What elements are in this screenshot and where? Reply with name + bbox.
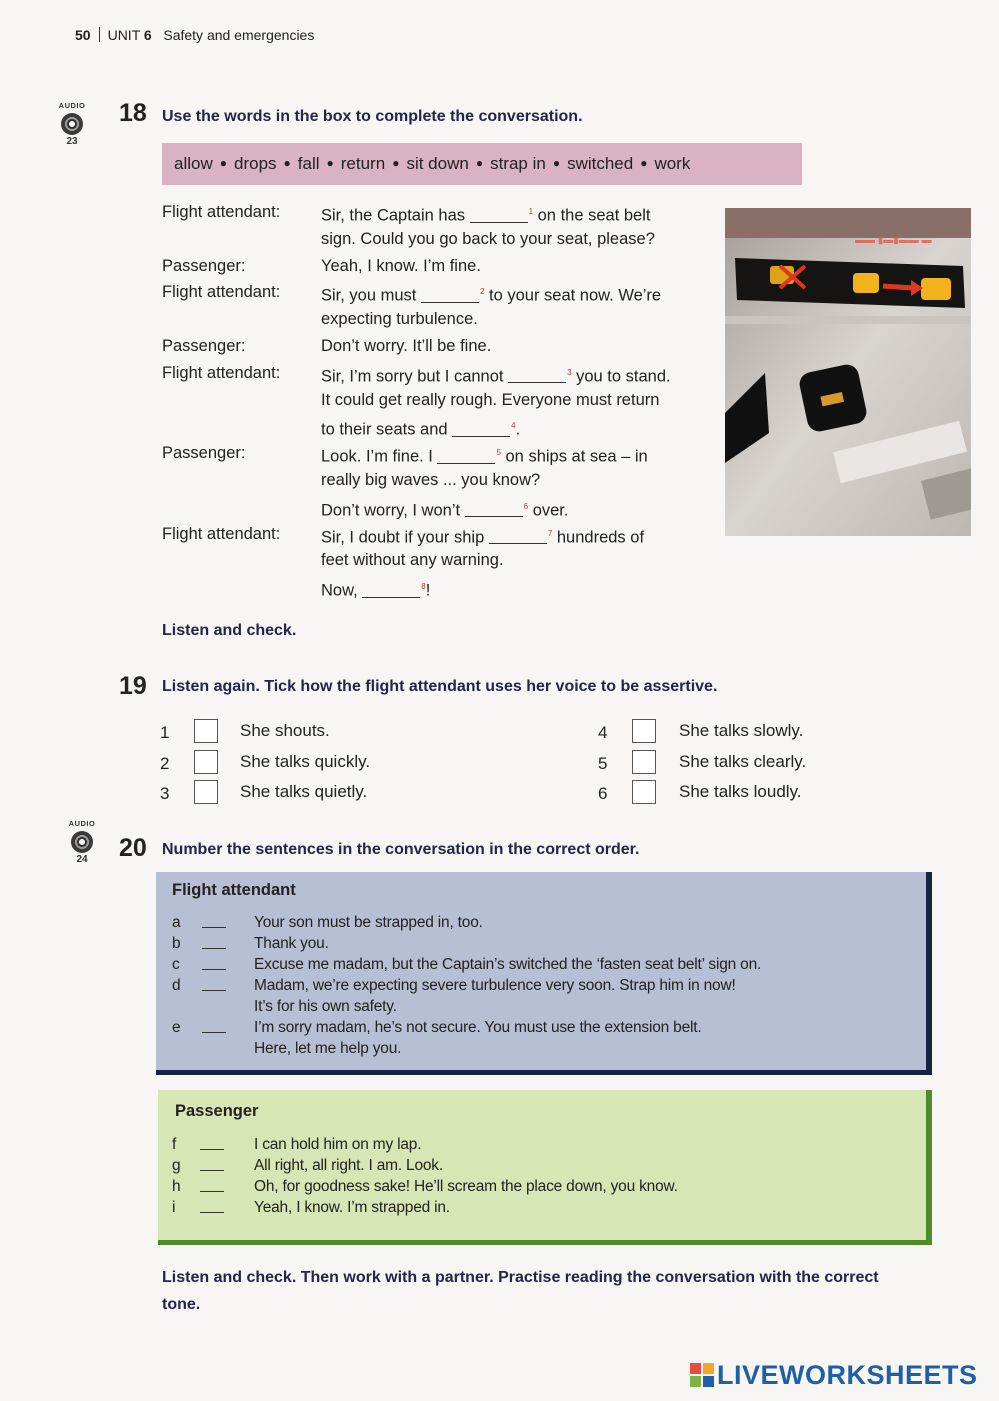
bullet-separator: ● — [326, 156, 334, 170]
dialogue-text: on ships at sea – in — [500, 447, 648, 466]
blank-number: 8 — [421, 582, 426, 592]
blank-number: 6 — [523, 501, 529, 511]
tick-option-label: She talks clearly. — [679, 752, 807, 771]
dialogue-text: on the seat belt — [533, 206, 651, 225]
audio-track-24[interactable] — [62, 819, 102, 865]
tick-checkbox[interactable] — [632, 750, 656, 774]
sentence-text: Thank you. — [254, 935, 329, 952]
audio-label: AUDIO — [58, 101, 86, 110]
audio-disc-icon[interactable] — [61, 113, 83, 135]
word-box-word: switched — [567, 154, 634, 173]
blank-number: 7 — [547, 528, 553, 538]
blank-number: 2 — [479, 287, 485, 297]
dialogue-text: Sir, the Captain has — [321, 206, 470, 225]
tick-option-label: She shouts. — [240, 721, 330, 740]
sentence-letter: g — [172, 1157, 181, 1174]
dialogue-text: Sir, you must — [321, 286, 421, 305]
blank-number: 5 — [496, 448, 501, 458]
answer-blank-5[interactable] — [437, 449, 495, 464]
dialogue-speaker: Flight attendant: — [162, 524, 281, 543]
dialogue-speaker: Passenger: — [162, 256, 246, 275]
dialogue-text: . — [515, 420, 521, 439]
sentence-letter: f — [172, 1136, 177, 1153]
dialogue-line — [321, 199, 716, 229]
dialogue-line — [321, 306, 716, 333]
passenger-box — [158, 1090, 932, 1245]
exercise-20-number: 20 — [119, 834, 147, 862]
tick-option-number: 6 — [598, 784, 608, 803]
sentence-letter: c — [172, 956, 180, 973]
exercise-20-instruction: Number the sentences in the conversation in the correct order. — [162, 841, 640, 858]
audio-track-number: 24 — [76, 854, 88, 865]
sentence-letter: i — [172, 1199, 176, 1216]
dialogue-line — [321, 226, 716, 253]
dialogue-line — [321, 333, 716, 360]
svg-text:▬▬ ▮▬▮▬▬ ▬: ▬▬ ▮▬▮▬▬ ▬ — [855, 235, 932, 246]
order-number-blank[interactable] — [200, 1134, 224, 1150]
word-box-word: fall — [297, 154, 320, 173]
passenger-title: Passenger — [175, 1102, 259, 1120]
order-number-blank[interactable] — [202, 1017, 226, 1033]
dialogue-line — [321, 279, 716, 309]
sentence-text: Here, let me help you. — [254, 1040, 402, 1057]
tick-option-label: She talks quietly. — [240, 782, 368, 801]
dialogue-text: to your seat now. We’re — [484, 286, 662, 305]
bullet-separator: ● — [552, 156, 561, 170]
tick-checkbox[interactable] — [632, 780, 656, 804]
answer-blank-3[interactable] — [508, 368, 566, 383]
dialogue-text: to their seats and — [321, 420, 453, 439]
dialogue-line — [321, 253, 716, 280]
blank-number: 3 — [567, 367, 572, 377]
word-list — [174, 154, 690, 174]
blank-number: 1 — [528, 207, 534, 216]
dialogue-line — [321, 547, 716, 574]
sentence-letter: a — [172, 914, 181, 931]
dialogue-text: expecting turbulence. — [321, 310, 478, 329]
tick-checkbox[interactable] — [194, 719, 218, 743]
dialogue-line — [321, 521, 716, 551]
tick-checkbox[interactable] — [632, 719, 656, 743]
dialogue-line — [321, 440, 716, 470]
exercise-18-listen-and-check: Listen and check. — [162, 622, 297, 639]
answer-blank-7[interactable] — [489, 529, 547, 544]
tick-checkbox[interactable] — [194, 750, 218, 774]
answer-blank-2[interactable] — [421, 288, 479, 303]
dialogue-line — [321, 467, 716, 494]
dialogue-text: Yeah, I know. I’m fine. — [321, 256, 481, 275]
word-box-word: work — [654, 154, 691, 173]
order-number-blank[interactable] — [202, 975, 226, 991]
word-box-word: strap in — [490, 154, 546, 173]
dialogue-text: Now, — [321, 581, 363, 600]
exercise-18-number: 18 — [119, 99, 147, 127]
sentence-letter: e — [172, 1019, 181, 1036]
answer-blank-4[interactable] — [452, 422, 510, 437]
dialogue-line — [321, 413, 716, 443]
flight-attendant-title: Flight attendant — [172, 881, 296, 899]
tick-option-number: 4 — [598, 723, 608, 742]
sentence-text: Excuse me madam, but the Captain’s switched the ‘fasten seat belt’ sign on. — [254, 956, 762, 973]
blank-number: 4 — [511, 421, 516, 431]
header-divider — [99, 27, 100, 42]
sentence-text: I’m sorry madam, he’s not secure. You must use the extension belt. — [254, 1019, 702, 1036]
tick-option-number: 5 — [598, 754, 608, 773]
order-number-blank[interactable] — [202, 954, 226, 970]
audio-label: AUDIO — [68, 819, 96, 828]
dialogue-text: you to stand. — [571, 367, 671, 386]
tick-option-number: 2 — [160, 754, 170, 773]
dialogue-text: really big waves ... you know? — [321, 471, 541, 489]
sentence-letter: b — [172, 935, 181, 952]
sentence-letter: h — [172, 1178, 181, 1195]
word-box-word: drops — [234, 154, 277, 173]
exercise-19-instruction: Listen again. Tick how the flight attendant uses her voice to be assertive. — [162, 678, 718, 695]
dialogue-speaker: Passenger: — [162, 337, 246, 355]
bullet-separator: ● — [640, 156, 648, 170]
sentence-text: Oh, for goodness sake! He’ll scream the place down, you know. — [254, 1178, 678, 1195]
dialogue-text: Don’t worry, I won’t — [321, 501, 465, 520]
order-number-blank[interactable] — [202, 912, 226, 928]
unit-title: Safety and emergencies — [163, 27, 315, 43]
audio-disc-icon[interactable] — [71, 831, 93, 853]
dialogue-text: over. — [528, 501, 569, 520]
answer-blank-6[interactable] — [465, 502, 523, 517]
dialogue-text: Don’t worry. It’ll be fine. — [321, 337, 492, 355]
audio-track-23[interactable] — [52, 101, 92, 147]
word-box-word: sit down — [406, 154, 469, 173]
page-number: 50 — [75, 27, 91, 43]
tick-option-label: She talks slowly. — [679, 721, 804, 740]
answer-blank-1[interactable] — [470, 208, 528, 223]
page-header — [75, 27, 314, 43]
sentence-text: I can hold him on my lap. — [254, 1136, 422, 1153]
tick-option-label: She talks loudly. — [679, 782, 802, 801]
tick-option-label: She talks quickly. — [240, 752, 371, 771]
seatbelt-sign-photo — [725, 208, 971, 536]
sentence-text: Your son must be strapped in, too. — [254, 914, 483, 931]
word-box-word: return — [340, 154, 386, 173]
bullet-separator: ● — [475, 156, 484, 170]
bullet-separator: ● — [219, 156, 227, 170]
word-box — [162, 143, 802, 185]
liveworksheets-logo-icon — [690, 1363, 714, 1387]
dialogue-text: Sir, I’m sorry but I cannot — [321, 367, 509, 386]
dialogue-text: Sir, I doubt if your ship — [321, 528, 489, 547]
flight-attendant-box — [156, 872, 932, 1075]
dialogue-speaker: Flight attendant: — [162, 363, 281, 382]
dialogue-line — [321, 387, 716, 414]
dialogue-line — [321, 574, 716, 604]
dialogue-text: feet without any warning. — [321, 551, 504, 570]
dialogue-text: Look. I’m fine. I — [321, 447, 438, 466]
dialogue-text: It could get really rough. Everyone must return — [321, 390, 660, 409]
logo-text: LIVEWORKSHEETS — [717, 1360, 978, 1390]
exercise-20-final-instruction: Listen and check. Then work with a partner. Practise reading the conversation with the correct tone. — [162, 1269, 879, 1313]
exercise-19-number: 19 — [119, 672, 147, 700]
sentence-text: Madam, we’re expecting severe turbulence very soon. Strap him in now! — [254, 977, 736, 994]
dialogue-speaker: Flight attendant: — [162, 203, 281, 221]
sentence-text: It’s for his own safety. — [254, 998, 397, 1015]
unit-number: 6 — [143, 27, 152, 43]
order-number-blank[interactable] — [200, 1176, 224, 1192]
bullet-separator: ● — [392, 156, 400, 170]
tick-option-number: 3 — [160, 784, 170, 803]
order-number-blank[interactable] — [200, 1155, 224, 1171]
bullet-separator: ● — [283, 156, 291, 170]
word-box-word: allow — [174, 154, 213, 173]
dialogue-speaker: Passenger: — [162, 444, 246, 463]
dialogue-line — [321, 494, 716, 524]
dialogue-text: sign. Could you go back to your seat, please? — [321, 229, 655, 248]
order-number-blank[interactable] — [200, 1197, 224, 1213]
answer-blank-8[interactable] — [362, 583, 420, 598]
dialogue-text: hundreds of — [552, 528, 645, 547]
sentence-text: Yeah, I know. I’m strapped in. — [254, 1199, 450, 1216]
order-number-blank[interactable] — [202, 933, 226, 949]
dialogue-line — [321, 360, 716, 390]
sentence-letter: d — [172, 977, 181, 994]
sentence-text: All right, all right. I am. Look. — [254, 1157, 443, 1174]
dialogue-speaker: Flight attendant: — [162, 283, 281, 302]
exercise-18-instruction: Use the words in the box to complete the conversation. — [162, 108, 583, 125]
audio-track-number: 23 — [66, 136, 78, 147]
tick-checkbox[interactable] — [194, 780, 218, 804]
tick-option-number: 1 — [160, 723, 170, 742]
dialogue-text: ! — [425, 581, 431, 600]
unit-label: UNIT — [107, 27, 140, 43]
